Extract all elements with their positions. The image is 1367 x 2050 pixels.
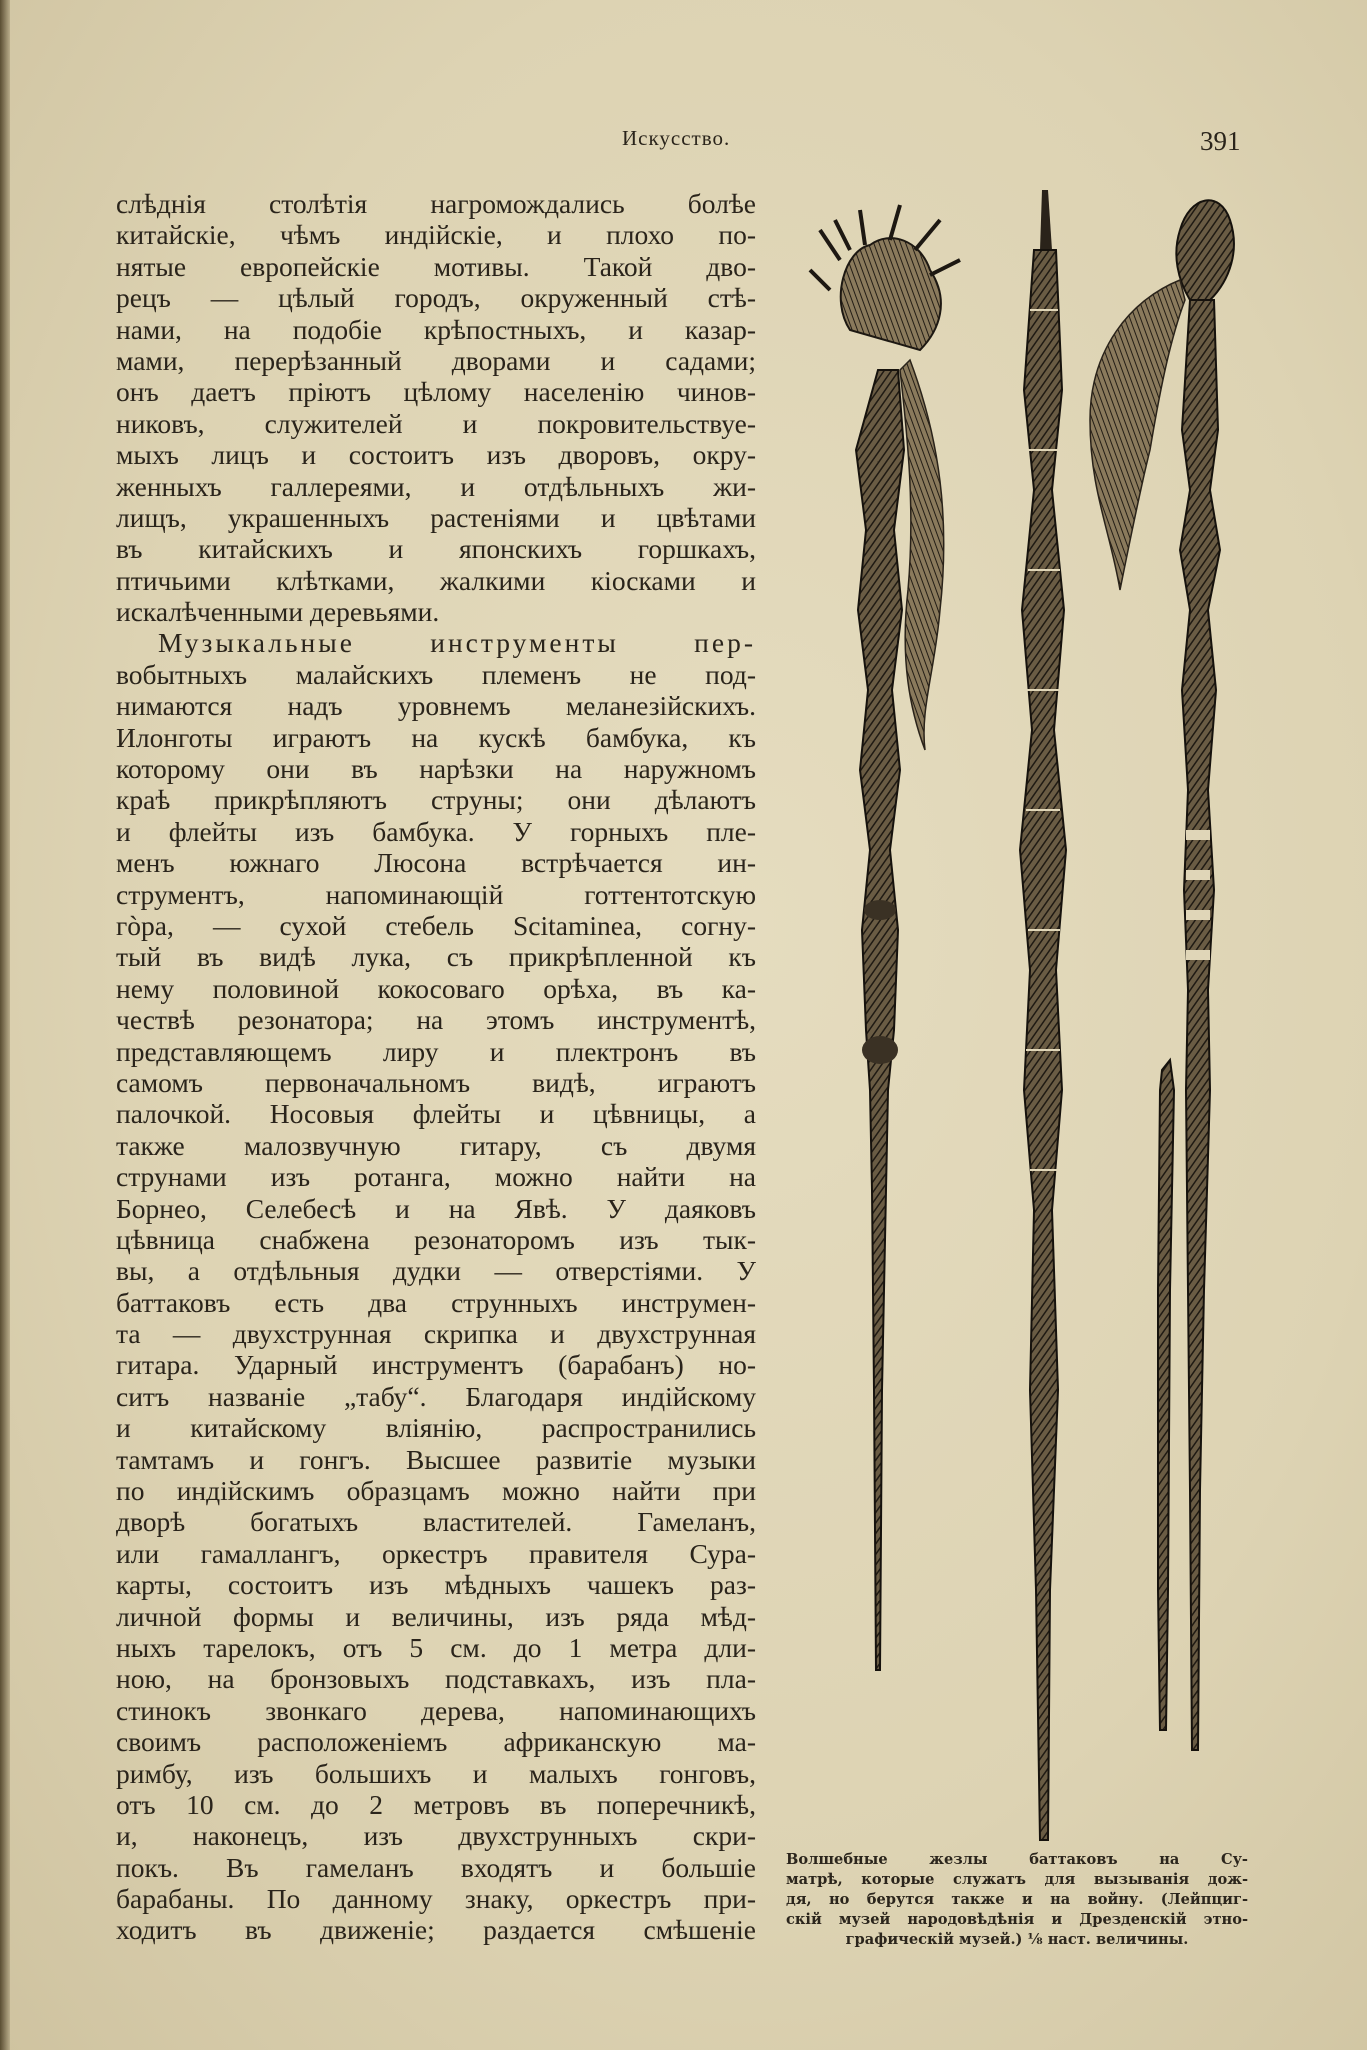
caption-line: дя, но берутся также и на войну. (Лейпциг-	[786, 1891, 1248, 1908]
text-line: мами, перерѣзанный дворами и садами;	[116, 344, 756, 376]
text-line: цѣвница снабжена резонаторомъ изъ тык-	[116, 1223, 756, 1255]
text-line: гòра, — сухой стебель Scitaminea, согну-	[116, 909, 756, 941]
text-line: римбу, изъ большихъ и малыхъ гонговъ,	[116, 1757, 756, 1789]
text-line: мыхъ лицъ и состоитъ изъ дворовъ, окру-	[116, 439, 756, 471]
text-line: и флейты изъ бамбука. У горныхъ пле-	[116, 815, 756, 847]
text-line: въ китайскихъ и японскихъ горшкахъ,	[116, 533, 756, 565]
text-line: тый въ видѣ лука, съ прикрѣпленной къ	[116, 941, 756, 973]
text-line: самомъ первоначальномъ видѣ, играютъ	[116, 1066, 756, 1098]
text-line: женныхъ галлереями, и отдѣльныхъ жи-	[116, 470, 756, 502]
text-line: лищъ, украшенныхъ растеніями и цвѣтами	[116, 501, 756, 533]
text-line: стинокъ звонкаго дерева, напоминающихъ	[116, 1694, 756, 1726]
text-line: слѣднія столѣтія нагромождались болѣе	[116, 188, 756, 219]
text-line: тамтамъ и гонгъ. Высшее развитіе музыки	[116, 1443, 756, 1475]
running-head: Искусство.	[622, 126, 731, 150]
text-line: или гамаллангъ, оркестръ правителя Сура-	[116, 1537, 756, 1569]
text-line: палочкой. Носовыя флейты и цѣвницы, а	[116, 1098, 756, 1130]
text-line: ныхъ тарелокъ, отъ 5 см. до 1 метра дли-	[116, 1631, 756, 1663]
text-line: и, наконецъ, изъ двухструнныхъ скри-	[116, 1820, 756, 1852]
text-line: которому они въ нарѣзки на наружномъ	[116, 753, 756, 785]
text-line: нятые европейскіе мотивы. Такой дво-	[116, 250, 756, 282]
caption-line: матрѣ, которые служатъ для вызыванія дож-	[786, 1871, 1248, 1888]
text-line: менъ южнаго Люсона встрѣчается ин-	[116, 847, 756, 879]
illustration-caption	[786, 1850, 1248, 1950]
text-line: своимъ расположеніемъ африканскую ма-	[116, 1726, 756, 1758]
text-line: Илонготы играютъ на кускѣ бамбука, къ	[116, 721, 756, 753]
text-line: чествѣ резонатора; на этомъ инструментѣ,	[116, 1004, 756, 1036]
text-line: нами, на подобіе крѣпостныхъ, и казар-	[116, 313, 756, 345]
staff-center	[1020, 190, 1066, 1840]
text-line: личной формы и величины, изъ ряда мѣд-	[116, 1600, 756, 1632]
caption-line: скій музей народовѣдѣнія и Дрезденскій этно-	[786, 1911, 1248, 1928]
text-line: также малозвучную гитару, съ двумя	[116, 1129, 756, 1161]
text-line: нимаются надъ уровнемъ меланезійскихъ.	[116, 690, 756, 722]
magic-staffs-illustration	[790, 190, 1270, 1850]
text-line: ситъ названіе „табу“. Благодаря индійскому	[116, 1380, 756, 1412]
text-line: китайскіе, чѣмъ индійскіе, и плохо по-	[116, 219, 756, 251]
text-line: гитара. Ударный инструментъ (барабанъ) но-	[116, 1349, 756, 1381]
text-line: птичьими клѣтками, жалкими кіосками и	[116, 564, 756, 596]
text-line: никовъ, служителей и покровительствуе-	[116, 407, 756, 439]
text-line: карты, состоитъ изъ мѣдныхъ чашекъ раз-	[116, 1569, 756, 1601]
text-line: ходитъ въ движеніе; раздается смѣшеніе	[116, 1914, 756, 1946]
text-line: баттаковъ есть два струнныхъ инструмен-	[116, 1286, 756, 1318]
text-line: искалѣченными деревьями.	[116, 596, 440, 628]
text-line: струментъ, напоминающій готтентотскую	[116, 878, 756, 910]
text-line: дворѣ богатыхъ властителей. Гамеланъ,	[116, 1506, 756, 1538]
body-text-column	[116, 188, 756, 1946]
text-line: струнами изъ ротанга, можно найти на	[116, 1161, 756, 1193]
page-edge-shadow	[0, 0, 10, 2050]
text-line: та — двухструнная скрипка и двухструнная	[116, 1318, 756, 1350]
text-line: барабаны. По данному знаку, оркестръ при-	[116, 1883, 756, 1915]
text-line: нему половиной кокосоваго орѣха, въ ка-	[116, 972, 756, 1004]
text-line: онъ даетъ пріютъ цѣлому населенію чинов-	[116, 376, 756, 408]
text-line: рецъ — цѣлый городъ, окруженный стѣ-	[116, 282, 756, 314]
text-line: Борнео, Селебесѣ и на Явѣ. У даяковъ	[116, 1192, 756, 1224]
text-line: краѣ прикрѣпляютъ струны; они дѣлаютъ	[116, 784, 756, 816]
text-line: и китайскому вліянію, распространились	[116, 1412, 756, 1444]
paragraph-start-line: Музыкальные инструменты пер-	[158, 627, 756, 659]
text-line: ною, на бронзовыхъ подставкахъ, изъ пла-	[116, 1663, 756, 1695]
text-line: вы, а отдѣльныя дудки — отверстіями. У	[116, 1255, 756, 1287]
text-line: представляющемъ лиру и плектронъ въ	[116, 1035, 756, 1067]
text-line: по индійскимъ образцамъ можно найти при	[116, 1475, 756, 1507]
staff-left	[810, 205, 960, 1670]
text-line: отъ 10 см. до 2 метровъ въ поперечникѣ,	[116, 1788, 756, 1820]
text-line: вобытныхъ малайскихъ племенъ не под-	[116, 658, 756, 690]
staff-fragment	[1158, 1060, 1174, 1730]
caption-line: Волшебные жезлы баттаковъ на Су-	[786, 1851, 1248, 1868]
page-number: 391	[1200, 126, 1241, 156]
caption-line: графическій музей.) ⅛ наст. величины.	[845, 1931, 1189, 1948]
text-line: покъ. Въ гамеланъ входятъ и большіе	[116, 1851, 756, 1883]
